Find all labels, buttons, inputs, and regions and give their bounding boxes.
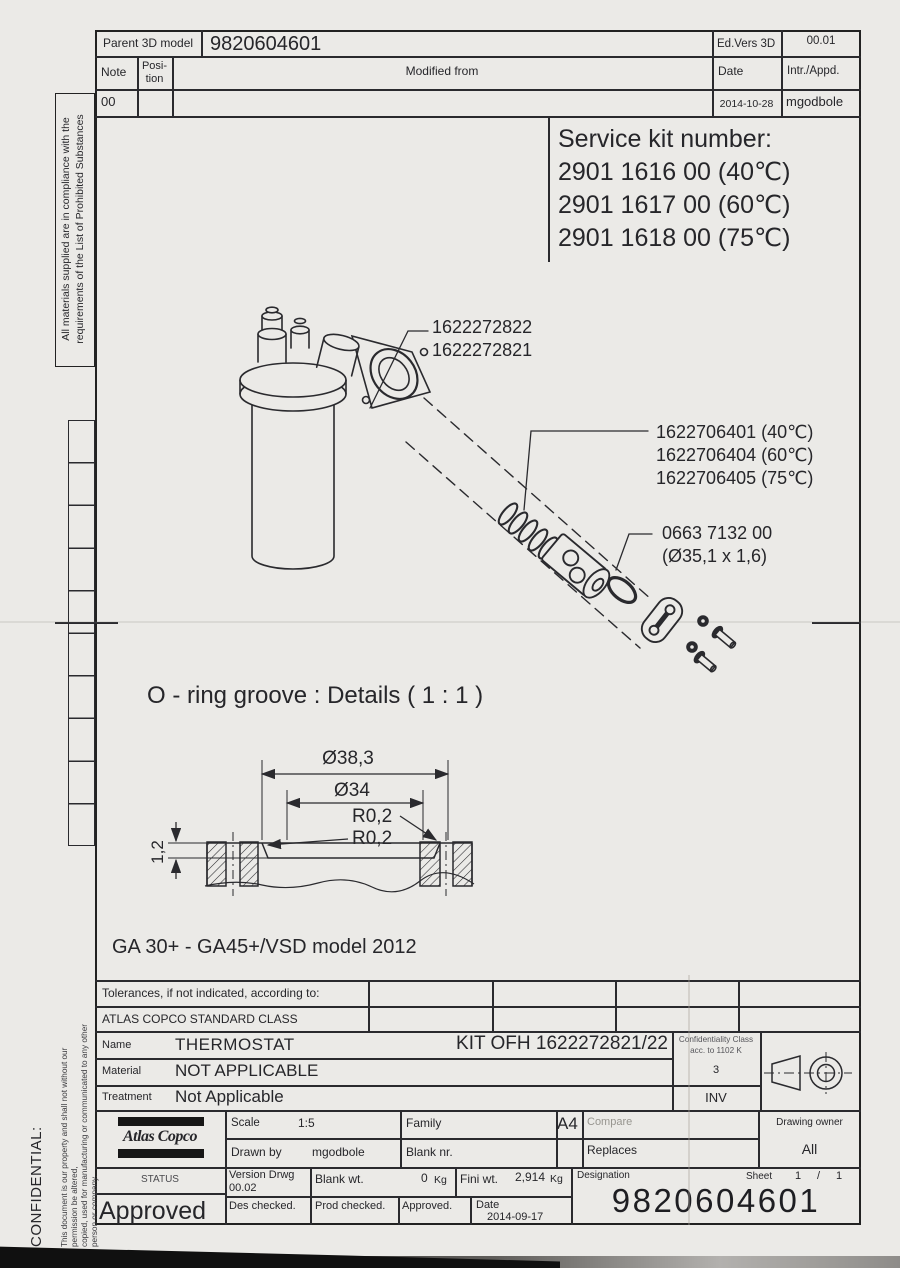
radius-top-label: R0,2: [352, 806, 393, 827]
divider-line: [398, 1196, 400, 1225]
divider-line: [95, 89, 861, 91]
callout-oring-part-number: 0663 7132 00 (Ø35,1 x 1,6): [662, 523, 773, 566]
groove-cross-section: [205, 832, 474, 896]
status-label: STATUS: [141, 1174, 179, 1185]
divider-line: [310, 1167, 312, 1225]
parent-3d-model-value: 9820604601: [210, 33, 322, 55]
sheet-current: 1: [795, 1170, 802, 1182]
divider-line: [95, 1058, 672, 1060]
divider-line: [738, 980, 740, 1031]
service-kit-item: 2901 1617 00 (60℃): [558, 191, 791, 219]
confidentiality-inv-value: INV: [705, 1090, 727, 1105]
approved-checked-label: Approved.: [402, 1200, 453, 1212]
sheet-label: Sheet: [746, 1171, 773, 1182]
atlas-copco-logo: [118, 1117, 204, 1126]
divider-line: [225, 1138, 758, 1140]
confidentiality-class-line1: Confidentiality Class: [678, 1035, 754, 1044]
model-note: GA 30+ - GA45+/VSD model 2012: [112, 936, 417, 958]
drawn-by-value: mgodbole: [312, 1145, 365, 1159]
divider-line: [368, 980, 370, 1031]
scale-label: Scale: [231, 1117, 260, 1129]
material-label: Material: [102, 1065, 142, 1077]
drawing-owner-value: All: [801, 1141, 818, 1157]
designation-label: Designation: [577, 1170, 630, 1181]
scale-value: 1:5: [298, 1116, 315, 1130]
drawn-by-label: Drawn by: [231, 1145, 282, 1159]
divider-line: [582, 1110, 584, 1167]
oil-filter-assembly: [240, 307, 430, 569]
treatment-value: Not Applicable: [175, 1087, 284, 1106]
callout-element-part-numbers: 1622706401 (40℃) 1622706404 (60℃) 1622706405 (75℃): [656, 422, 814, 488]
dim-outer-label: Ø38,3: [322, 748, 374, 769]
scan-crease: [688, 975, 690, 1225]
prod-checked-label: Prod checked.: [315, 1200, 386, 1212]
projection-symbol-icon: [760, 1031, 861, 1110]
confidential-title: CONFIDENTIAL:: [28, 1126, 45, 1247]
flange-screws: [687, 616, 738, 675]
confidentiality-class-value: 3: [712, 1064, 720, 1076]
service-kit-note: [558, 123, 790, 255]
service-kit-item: 2901 1616 00 (40℃): [558, 158, 791, 186]
end-flange: [637, 593, 687, 647]
intr-appd-column-label: Intr./Appd.: [787, 65, 840, 77]
divider-line: [95, 1167, 861, 1169]
divider-line: [201, 30, 203, 56]
compliance-note-text: All materials supplied are in compliance with the requirements of the List of Prohibited Substances: [60, 114, 86, 344]
paper-size-label: A4: [557, 1114, 578, 1133]
divider-line: [95, 1006, 861, 1008]
oring-groove-detail-drawing: [140, 735, 500, 905]
fini-wt-value: 2,914: [515, 1170, 546, 1184]
ed-vers-value: 00.01: [806, 35, 836, 47]
name-label: Name: [102, 1039, 132, 1051]
note-column-label: Note: [101, 65, 127, 79]
o-ring: [604, 573, 640, 607]
name-value: THERMOSTAT: [175, 1035, 295, 1054]
blank-wt-label: Blank wt.: [315, 1172, 364, 1186]
service-kit-title: Service kit number:: [558, 125, 772, 153]
version-drwg: Version Drwg 00.02: [229, 1169, 295, 1194]
ed-vers-label: Ed.Vers 3D: [717, 38, 776, 50]
detail-title: O - ring groove : Details ( 1 : 1 ): [147, 682, 484, 709]
material-value: NOT APPLICABLE: [175, 1061, 319, 1080]
divider-line: [400, 1110, 402, 1167]
service-kit-item: 2901 1618 00 (75℃): [558, 224, 791, 252]
kit-reference: KIT OFH 1622272821/22: [456, 1033, 668, 1054]
divider-line: [95, 1110, 861, 1112]
atlas-copco-logo-text: Atlas Copco: [122, 1128, 198, 1145]
tolerances-standard: ATLAS COPCO STANDARD CLASS: [102, 1012, 298, 1026]
divider-line: [615, 980, 617, 1031]
status-value: Approved: [99, 1197, 207, 1225]
position-column-label: Posi- tion: [141, 60, 168, 85]
confidential-body: This document is our property and shall not without our permission be altered, copied, used for manufacturing or communicated to any other person or company.: [60, 1023, 99, 1247]
divider-line: [455, 1167, 457, 1196]
date-column-label: Date: [718, 64, 744, 78]
revision-note-value: 00: [101, 94, 116, 109]
divider-line: [548, 116, 550, 262]
fini-wt-label: Fini wt.: [460, 1172, 499, 1186]
thermostat-valve-piston: [541, 533, 614, 602]
blank-nr-label: Blank nr.: [406, 1145, 453, 1159]
sheet-separator: /: [817, 1170, 821, 1182]
divider-line: [95, 56, 861, 58]
confidentiality-class-line2: acc. to 1102 K: [690, 1046, 742, 1055]
des-checked-label: Des checked.: [229, 1200, 296, 1212]
replaces-label: Replaces: [587, 1143, 638, 1157]
radius-bottom-label: R0,2: [352, 828, 393, 849]
modified-from-label: Modified from: [405, 64, 479, 78]
designation-value: 9820604601: [611, 1182, 821, 1219]
revision-author-value: mgodbole: [786, 94, 844, 109]
fold-mark-ladder: [68, 420, 95, 846]
approval-date-value: 2014-09-17: [487, 1211, 544, 1223]
drawing-owner-label: Drawing owner: [776, 1117, 843, 1128]
approval-date-label: Date: [476, 1199, 500, 1211]
parent-3d-model-label: Parent 3D model: [103, 36, 194, 50]
compare-label: Compare: [587, 1116, 633, 1128]
fini-wt-unit: Kg: [550, 1173, 563, 1185]
divider-line: [492, 980, 494, 1031]
tolerances-note: Tolerances, if not indicated, according to:: [102, 986, 320, 1000]
blank-wt-value: 0: [421, 1171, 428, 1185]
divider-line: [95, 116, 861, 118]
sheet-total: 1: [836, 1170, 843, 1182]
divider-line: [95, 980, 861, 982]
revision-date-value: 2014-10-28: [719, 98, 774, 110]
atlas-copco-logo-bar: [118, 1149, 204, 1158]
divider-line: [95, 1193, 225, 1195]
divider-line: [470, 1196, 472, 1225]
depth-dim-label: 1,2: [148, 840, 167, 864]
blank-wt-unit: Kg: [434, 1174, 447, 1186]
treatment-label: Treatment: [102, 1091, 152, 1103]
callout-cover-part-numbers: 1622272822 1622272821: [432, 317, 533, 360]
dim-inner-label: Ø34: [334, 780, 370, 801]
family-label: Family: [406, 1116, 442, 1130]
